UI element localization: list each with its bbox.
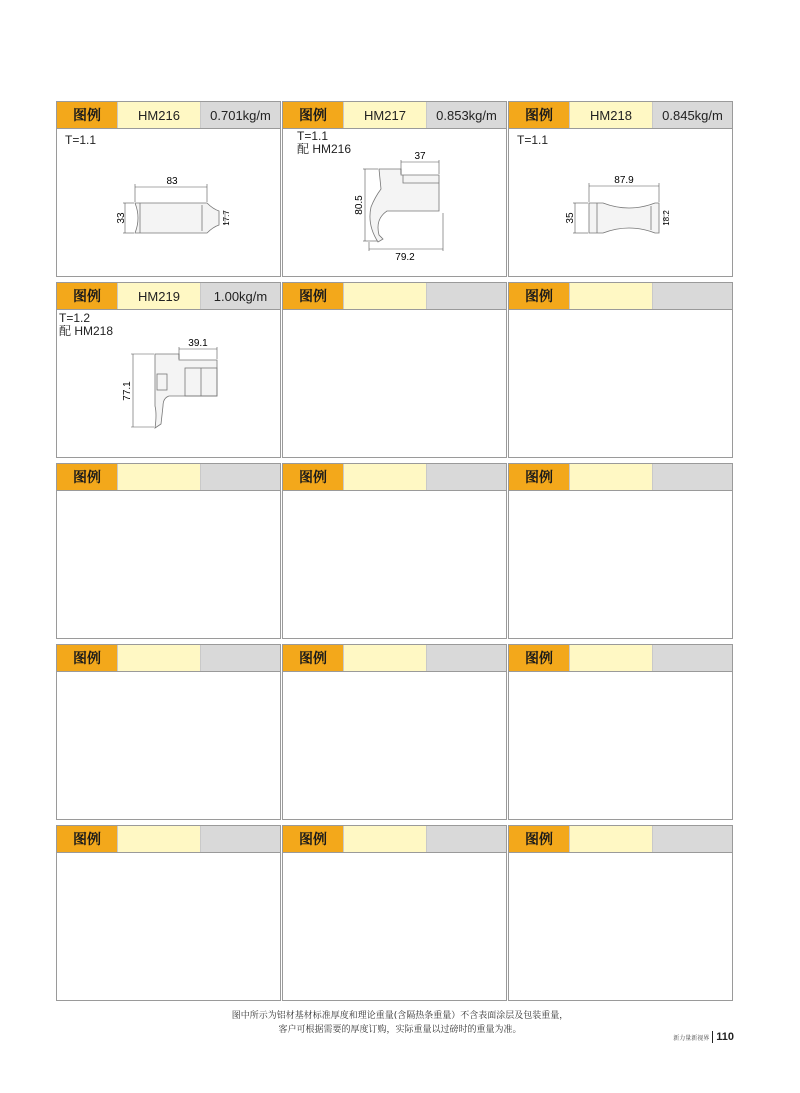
legend-tag: 图例 [57,645,117,671]
profile-code [569,464,652,490]
profile-card-empty [56,644,281,820]
catalog-row [56,644,733,820]
profile-card-hm216 [56,101,281,277]
legend-tag: 图例 [283,283,343,309]
profile-card-hm217 [282,101,507,277]
profile-weight [426,283,506,309]
card-body [283,853,506,1002]
dim-bottom: 79.2 [395,252,415,263]
card-header [283,102,506,129]
card-header [57,464,280,491]
profile-weight [652,826,732,852]
profile-drawing-hm217 [283,129,506,278]
card-body [509,672,732,821]
profile-card-empty [508,463,733,639]
card-header [509,283,732,310]
legend-tag: 图例 [509,826,569,852]
card-body [509,491,732,640]
card-header [509,102,732,129]
dim-height: 77.1 [122,381,133,401]
dim-top: 39.1 [188,338,208,349]
profile-weight [426,645,506,671]
profile-code [117,464,200,490]
card-body [283,129,506,278]
profile-weight: 0.845kg/m [652,102,732,128]
profile-card-empty [282,282,507,458]
page-number: 110 [716,1031,734,1043]
thickness-note: T=1.1 [517,133,549,147]
card-header [509,826,732,853]
dim-width: 87.9 [614,175,634,186]
card-body [57,672,280,821]
profile-card-empty [508,282,733,458]
catalog-row [56,282,733,458]
legend-tag: 图例 [509,102,569,128]
dim-neck: 18.2 [662,210,671,226]
profile-code: HM218 [569,102,652,128]
thickness-note: T=1.1 配 HM216 [297,129,352,156]
card-header [283,645,506,672]
card-header [283,283,506,310]
profile-card-hm218 [508,101,733,277]
legend-tag: 图例 [283,826,343,852]
legend-tag: 图例 [509,464,569,490]
card-header [283,464,506,491]
profile-weight [426,464,506,490]
profile-code [343,645,426,671]
catalog-row [56,825,733,1001]
card-body [283,672,506,821]
profile-weight: 0.853kg/m [426,102,506,128]
profile-code [569,826,652,852]
page-marker [673,1031,734,1043]
profile-code [343,283,426,309]
dim-width: 83 [166,176,178,187]
card-body [57,491,280,640]
profile-card-empty [508,644,733,820]
card-header [57,283,280,310]
card-body [57,129,280,278]
divider [712,1031,713,1043]
dim-height: 80.5 [354,195,365,215]
profile-card-empty [282,463,507,639]
dim-top: 37 [414,151,426,162]
card-header [509,645,732,672]
profile-weight: 1.00kg/m [200,283,280,309]
profile-code [343,464,426,490]
thickness-note: T=1.2 配 HM218 [59,311,114,338]
profile-code [343,826,426,852]
dim-height: 33 [116,212,127,224]
card-header [57,826,280,853]
profile-card-hm219 [56,282,281,458]
profile-weight [652,645,732,671]
brand-slogan: 新力量新视界 [673,1034,710,1042]
profile-weight [200,464,280,490]
card-header [57,645,280,672]
profile-weight [426,826,506,852]
card-body [509,853,732,1002]
legend-tag: 图例 [57,464,117,490]
profile-drawing-hm219 [57,310,280,459]
dim-height: 35 [565,212,576,224]
card-body [283,491,506,640]
profile-code: HM217 [343,102,426,128]
legend-tag: 图例 [57,826,117,852]
profile-code: HM216 [117,102,200,128]
profile-code: HM219 [117,283,200,309]
catalog-row [56,101,733,277]
card-body [57,310,280,459]
legend-tag: 图例 [57,102,117,128]
profile-weight [200,826,280,852]
card-body [509,310,732,459]
profile-weight [652,464,732,490]
dim-neck: 17.7 [222,210,231,226]
profile-weight [200,645,280,671]
card-header [509,464,732,491]
footer-note-line1: 图中所示为铝材基材标准厚度和理论重量(含隔热条重量）不含表面涂层及包装重量， [231,1011,569,1021]
profile-code [117,645,200,671]
thickness-note: T=1.1 [65,133,97,147]
footer-note-line2: 客户可根据需要的厚度订购，实际重量以过磅时的重量为准。 [278,1025,522,1035]
profile-drawing-hm218 [509,129,732,278]
card-body [57,853,280,1002]
profile-code [569,645,652,671]
profile-card-empty [282,825,507,1001]
profile-drawing-hm216 [57,129,280,278]
profile-code [117,826,200,852]
profile-code [569,283,652,309]
legend-tag: 图例 [283,102,343,128]
card-body [509,129,732,278]
legend-tag: 图例 [283,645,343,671]
profile-card-empty [282,644,507,820]
legend-tag: 图例 [57,283,117,309]
legend-tag: 图例 [283,464,343,490]
profile-weight: 0.701kg/m [200,102,280,128]
card-header [57,102,280,129]
profile-card-empty [56,825,281,1001]
legend-tag: 图例 [509,283,569,309]
profile-card-empty [508,825,733,1001]
catalog-row [56,463,733,639]
card-header [283,826,506,853]
legend-tag: 图例 [509,645,569,671]
profile-weight [652,283,732,309]
profile-card-empty [56,463,281,639]
card-body [283,310,506,459]
profile-catalog-grid [56,101,733,1006]
